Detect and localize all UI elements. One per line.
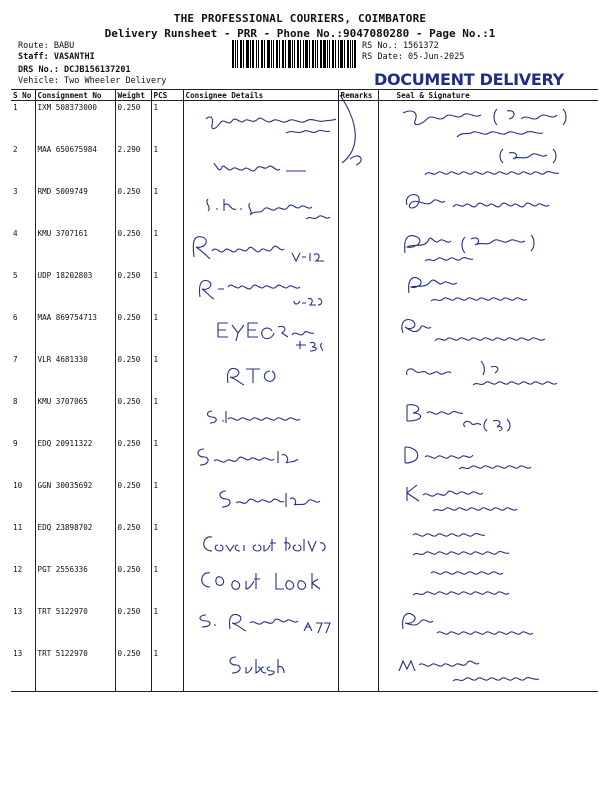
receiver-signature-image (393, 649, 593, 689)
route-label: Route: BABU (18, 41, 75, 51)
remarks (338, 101, 378, 144)
remarks (338, 647, 378, 692)
weight: 0.250 (115, 521, 151, 563)
consignee-signature-image (194, 273, 344, 309)
pcs: 1 (151, 437, 183, 479)
remarks (338, 353, 378, 395)
seal-signature (378, 395, 598, 437)
table-row (11, 395, 598, 437)
col-consignee: Consignee Details (183, 90, 338, 101)
col-sno: S No (11, 90, 35, 101)
company-title: THE PROFESSIONAL COURIERS, COIMBATORE (173, 12, 427, 25)
weight: 0.250 (115, 101, 151, 144)
pcs: 1 (151, 521, 183, 563)
seal-signature (378, 353, 598, 395)
col-remarks: Remarks (338, 90, 378, 101)
weight: 0.250 (115, 395, 151, 437)
consignee-handwriting (183, 311, 338, 353)
consignee-signature-image (194, 609, 344, 639)
weight: 0.250 (115, 227, 151, 269)
consignee-signature-image (224, 653, 304, 679)
consignee-handwriting (183, 353, 338, 395)
weight: 0.250 (115, 311, 151, 353)
pcs: 1 (151, 185, 183, 227)
sno: 8 (13, 397, 18, 406)
remarks (338, 269, 378, 311)
receiver-signature-image (395, 313, 595, 353)
sno: 7 (13, 355, 18, 364)
consignee-handwriting (183, 227, 338, 269)
remarks (338, 185, 378, 227)
consignee-signature-image (192, 445, 322, 471)
pcs: 1 (151, 101, 183, 144)
runsheet-table (11, 89, 598, 692)
weight: 0.250 (115, 269, 151, 311)
consignment-no: MAA 869754713 (35, 311, 115, 353)
consignment-no: EDQ 23898702 (35, 521, 115, 563)
seal-signature (378, 605, 598, 647)
consignment-no: UDP 18202803 (35, 269, 115, 311)
pcs: 1 (151, 269, 183, 311)
table-row (11, 185, 598, 227)
consignment-no: IXM 508373000 (35, 101, 115, 144)
weight: 0.250 (115, 353, 151, 395)
consignee-handwriting (183, 143, 338, 185)
table-row (11, 311, 598, 353)
consignee-signature-image (224, 363, 304, 389)
consignee-handwriting (183, 437, 338, 479)
consignment-no: RMD 5009749 (35, 185, 115, 227)
seal-signature (378, 647, 598, 692)
barcode-image (232, 40, 356, 68)
sno: 11 (13, 523, 23, 532)
seal-signature (378, 101, 598, 144)
remarks (338, 563, 378, 605)
consignment-no: MAA 650675984 (35, 143, 115, 185)
table-row (11, 647, 598, 692)
weight: 0.250 (115, 479, 151, 521)
drs-label: DRS No.: DCJB156137201 (18, 65, 131, 75)
pcs: 1 (151, 143, 183, 185)
weight: 0.250 (115, 563, 151, 605)
table-row (11, 101, 598, 144)
rs-date: RS Date: 05-Jun-2025 (362, 52, 465, 62)
weight: 0.250 (115, 437, 151, 479)
sno: 3 (13, 187, 18, 196)
seal-signature (378, 185, 598, 227)
remarks (338, 143, 378, 185)
consignment-no: TRT 5122970 (35, 605, 115, 647)
table-row (11, 521, 598, 563)
consignment-no: TRT 5122970 (35, 647, 115, 692)
consignee-signature-image (214, 487, 344, 513)
consignee-signature-image (202, 193, 352, 225)
receiver-signature-image (401, 355, 600, 395)
seal-signature (378, 143, 598, 185)
consignee-signature-image (202, 405, 322, 429)
consignment-no: EDQ 20911322 (35, 437, 115, 479)
consignee-signature-image (198, 531, 338, 557)
consignee-handwriting (183, 269, 338, 311)
col-consignment: Consignment No (35, 90, 115, 101)
seal-signature (378, 269, 598, 311)
col-weight: Weight (115, 90, 151, 101)
consignee-handwriting (183, 647, 338, 692)
seal-signature (378, 479, 598, 521)
consignee-signature-image (202, 109, 342, 139)
seal-signature (378, 227, 598, 269)
pcs: 1 (151, 311, 183, 353)
sno: 6 (13, 313, 18, 322)
weight: 0.250 (115, 647, 151, 692)
weight: 0.250 (115, 185, 151, 227)
sno: 12 (13, 565, 23, 574)
receiver-signature-image (395, 397, 595, 437)
receiver-signature-image (395, 229, 595, 269)
remarks (338, 311, 378, 353)
table-row (11, 143, 598, 185)
table-row (11, 353, 598, 395)
pcs: 1 (151, 227, 183, 269)
sno: 9 (13, 439, 18, 448)
consignment-no: VLR 4681330 (35, 353, 115, 395)
runsheet-subtitle: Delivery Runsheet - PRR - Phone No.:9047080280 - Page No.:1 (104, 27, 496, 40)
remarks (338, 605, 378, 647)
consignee-handwriting (183, 521, 338, 563)
col-signature: Seal & Signature (378, 90, 598, 101)
receiver-signature-image (399, 481, 599, 521)
table-row (11, 437, 598, 479)
consignee-signature-image (196, 567, 336, 597)
receiver-signature-image (397, 187, 597, 227)
pcs: 1 (151, 605, 183, 647)
sno: 13 (13, 607, 23, 616)
pcs: 1 (151, 563, 183, 605)
consignee-handwriting (183, 395, 338, 437)
consignee-signature-image (188, 231, 338, 267)
sno: 4 (13, 229, 18, 238)
document-delivery-stamp: DOCUMENT DELIVERY (374, 70, 564, 89)
consignee-handwriting (183, 563, 338, 605)
sno: 1 (13, 103, 18, 112)
receiver-signature-image (419, 145, 589, 185)
sno: 2 (13, 145, 18, 154)
receiver-signature-image (397, 103, 597, 143)
receiver-signature-image (407, 521, 600, 561)
table-row (11, 227, 598, 269)
remarks (338, 227, 378, 269)
consignee-handwriting (183, 101, 338, 144)
sno: 10 (13, 481, 23, 490)
consignee-signature-image (214, 319, 344, 351)
consignee-handwriting (183, 185, 338, 227)
table-row (11, 605, 598, 647)
remarks (338, 437, 378, 479)
consignment-no: KMU 3707161 (35, 227, 115, 269)
pcs: 1 (151, 395, 183, 437)
consignee-handwriting (183, 479, 338, 521)
pcs: 1 (151, 647, 183, 692)
col-pcs: PCS (151, 90, 183, 101)
staff-label: Staff: VASANTHI (18, 52, 95, 62)
remarks (338, 521, 378, 563)
pcs: 1 (151, 479, 183, 521)
seal-signature (378, 311, 598, 353)
weight: 0.250 (115, 605, 151, 647)
weight: 2.290 (115, 143, 151, 185)
consignee-handwriting (183, 605, 338, 647)
rs-number: RS No.: 1561372 (362, 41, 439, 51)
table-row (11, 269, 598, 311)
sno: 5 (13, 271, 18, 280)
consignment-no: PGT 2556336 (35, 563, 115, 605)
consignment-no: KMU 3707065 (35, 395, 115, 437)
consignment-no: GGN 30035692 (35, 479, 115, 521)
receiver-signature-image (401, 271, 600, 311)
remarks (338, 479, 378, 521)
sno: 13 (11, 647, 35, 692)
table-row (11, 563, 598, 605)
remarks (338, 395, 378, 437)
seal-signature (378, 437, 598, 479)
receiver-signature-image (407, 565, 600, 605)
table-header-row (11, 90, 598, 101)
vehicle-label: Vehicle: Two Wheeler Delivery (18, 76, 167, 86)
seal-signature (378, 563, 598, 605)
receiver-signature-image (397, 607, 597, 647)
receiver-signature-image (399, 439, 599, 479)
table-row (11, 479, 598, 521)
seal-signature (378, 521, 598, 563)
pcs: 1 (151, 353, 183, 395)
